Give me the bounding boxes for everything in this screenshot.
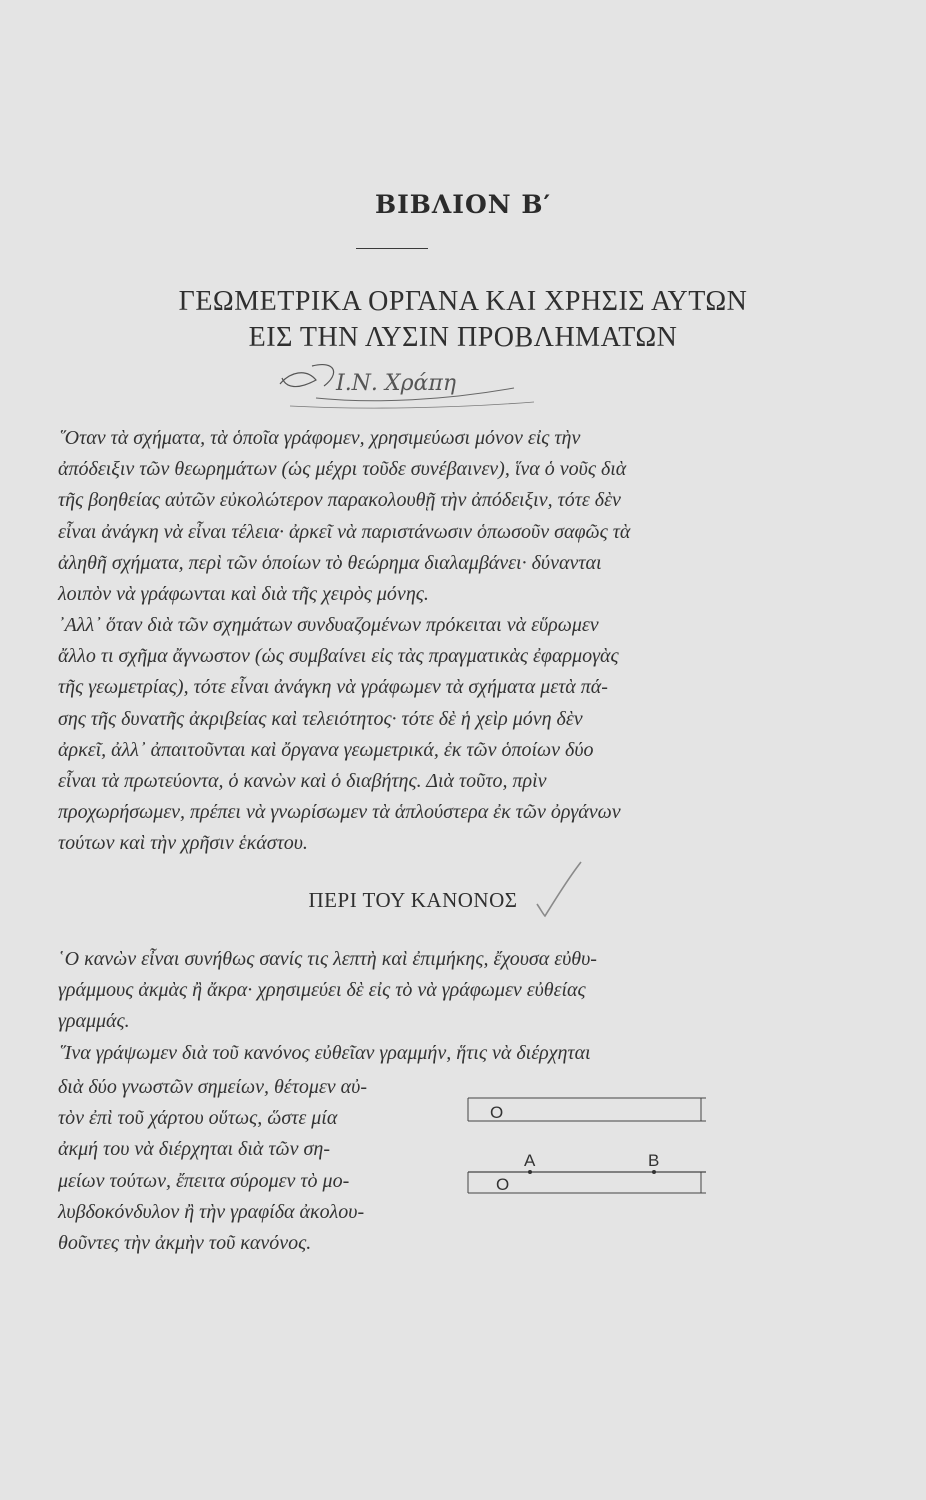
paragraph-4-line: λυβδοκόνδυλον ἢ τὴν γραφίδα ἀκολου- bbox=[58, 1200, 365, 1223]
paragraph-1-line: τῆς βοηθείας αὐτῶν εὐκολώτερον παρακολουθῇ τὴν ἀπόδειξιν, τότε δὲν bbox=[58, 489, 621, 512]
handwritten-signature bbox=[276, 358, 536, 414]
ruler-bottom-label: O bbox=[496, 1175, 510, 1194]
title-divider bbox=[356, 248, 428, 249]
paragraph-4-line: θοῦντες τὴν ἀκμὴν τοῦ κανόνος. bbox=[58, 1232, 312, 1255]
paragraph-4-line: ἀκμή του νὰ διέρχηται διὰ τῶν ση- bbox=[58, 1138, 330, 1161]
ruler-top bbox=[468, 1098, 706, 1122]
paragraph-4-line: ῞Ινα γράψωμεν διὰ τοῦ κανόνος εὐθεῖαν γραμμήν, ἥτις νὰ διέρχηται bbox=[58, 1042, 591, 1064]
paragraph-1-line: εἶναι ἀνάγκη νὰ εἶναι τέλεια· ἀρκεῖ νὰ παριστάνωσιν ὁπωσοῦν σαφῶς τὰ bbox=[58, 520, 631, 543]
point-a-marker bbox=[528, 1170, 532, 1174]
paragraph-3-line: γραμμάς. bbox=[58, 1010, 130, 1033]
paragraph-1-line: ῞Οταν τὰ σχήματα, τὰ ὁποῖα γράφομεν, χρησιμεύωσι μόνον εἰς τὴν bbox=[58, 427, 581, 449]
paragraph-2-line: προχωρήσωμεν, πρέπει νὰ γνωρίσωμεν τὰ ἁπλούστερα ἐκ τῶν ὀργάνων bbox=[58, 801, 621, 824]
paragraph-2-line: ᾿Αλλ᾽ ὅταν διὰ τῶν σχημάτων συνδυαζομένων πρόκειται νὰ εὕρωμεν bbox=[58, 614, 599, 636]
book-title: ΒΙΒΛΙΟΝ Β′ bbox=[374, 190, 552, 219]
point-b-marker bbox=[652, 1170, 656, 1174]
paragraph-4 bbox=[58, 1072, 458, 1259]
ruler-top-label: O bbox=[490, 1103, 504, 1122]
chapter-title-line-1: ΓΕΩΜΕΤΡΙΚΑ ΟΡΓΑΝΑ ΚΑΙ ΧΡΗΣΙΣ ΑΥΤΩΝ bbox=[178, 286, 748, 317]
paragraph-2-line: τούτων καὶ τὴν χρῆσιν ἑκάστου. bbox=[58, 832, 308, 855]
chapter-title bbox=[0, 284, 926, 356]
paragraph-2-line: ἀρκεῖ, ἀλλ᾽ ἀπαιτοῦνται καὶ ὄργανα γεωμετρικά, ἐκ τῶν ὁποίων δύο bbox=[58, 738, 594, 761]
signature-text: Ι.Ν. Χράπη bbox=[336, 371, 457, 396]
paragraph-1-line: λοιπὸν νὰ γράφωνται καὶ διὰ τῆς χειρὸς μόνης. bbox=[58, 583, 429, 606]
paragraph-2-line: εἶναι τὰ πρωτεύοντα, ὁ κανὼν καὶ ὁ διαβήτης. Διὰ τοῦτο, πρὶν bbox=[58, 770, 547, 793]
paragraph-2-line: τῆς γεωμετρίας), τότε εἶναι ἀνάγκη νὰ γράφωμεν τὰ σχήματα μετὰ πά- bbox=[58, 676, 608, 699]
point-a-label: A bbox=[524, 1151, 536, 1170]
ruler-bottom bbox=[468, 1170, 706, 1194]
paragraph-1-line: ἀπόδειξιν τῶν θεωρημάτων (ὡς μέχρι τοῦδε συνέβαινεν), ἵνα ὁ νοῦς διὰ bbox=[58, 458, 627, 481]
chapter-title-line-2: ΕΙΣ ΤΗΝ ΛΥΣΙΝ ΠΡΟΒΛΗΜΑΤΩΝ bbox=[248, 322, 678, 353]
paragraph-4-line: μείων τούτων, ἔπειτα σύρομεν τὸ μο- bbox=[58, 1169, 350, 1192]
paragraph-3 bbox=[58, 944, 758, 1038]
paragraph-4-line: τὸν ἐπὶ τοῦ χάρτου οὕτως, ὥστε μία bbox=[58, 1107, 338, 1130]
paragraph-2-line: σης τῆς δυνατῆς ἀκριβείας καὶ τελειότητος· τότε δὲ ἡ χεὶρ μόνη δὲν bbox=[58, 707, 583, 730]
paragraph-3-line: γράμμους ἀκμὰς ἢ ἄκρα· χρησιμεύει δὲ εἰς τὸ νὰ γράφωμεν εὐθείας bbox=[58, 979, 586, 1002]
section-heading: ΠΕΡΙ ΤΟΥ ΚΑΝΟΝΟΣ bbox=[308, 888, 518, 912]
paragraph-3-line: ῾Ο κανὼν εἶναι συνήθως σανίς τις λεπτὴ καὶ ἐπιμήκης, ἔχουσα εὐθυ- bbox=[58, 948, 597, 970]
paragraph-1 bbox=[58, 423, 758, 610]
ruler-figure bbox=[462, 1088, 712, 1200]
point-b-label: B bbox=[648, 1151, 660, 1170]
paragraph-2-line: ἄλλο τι σχῆμα ἄγνωστον (ὡς συμβαίνει εἰς τὰς πραγματικὰς ἐφαρμογὰς bbox=[58, 645, 619, 668]
paragraph-4-first-line bbox=[58, 1038, 758, 1069]
paragraph-2 bbox=[58, 610, 758, 860]
paragraph-4-line: διὰ δύο γνωστῶν σημείων, θέτομεν αὐ- bbox=[58, 1076, 367, 1098]
pencil-check-mark-icon bbox=[535, 860, 583, 920]
paragraph-1-line: ἀληθῆ σχήματα, περὶ τῶν ὁποίων τὸ θεώρημα διαλαμβάνει· δύνανται bbox=[58, 551, 602, 574]
